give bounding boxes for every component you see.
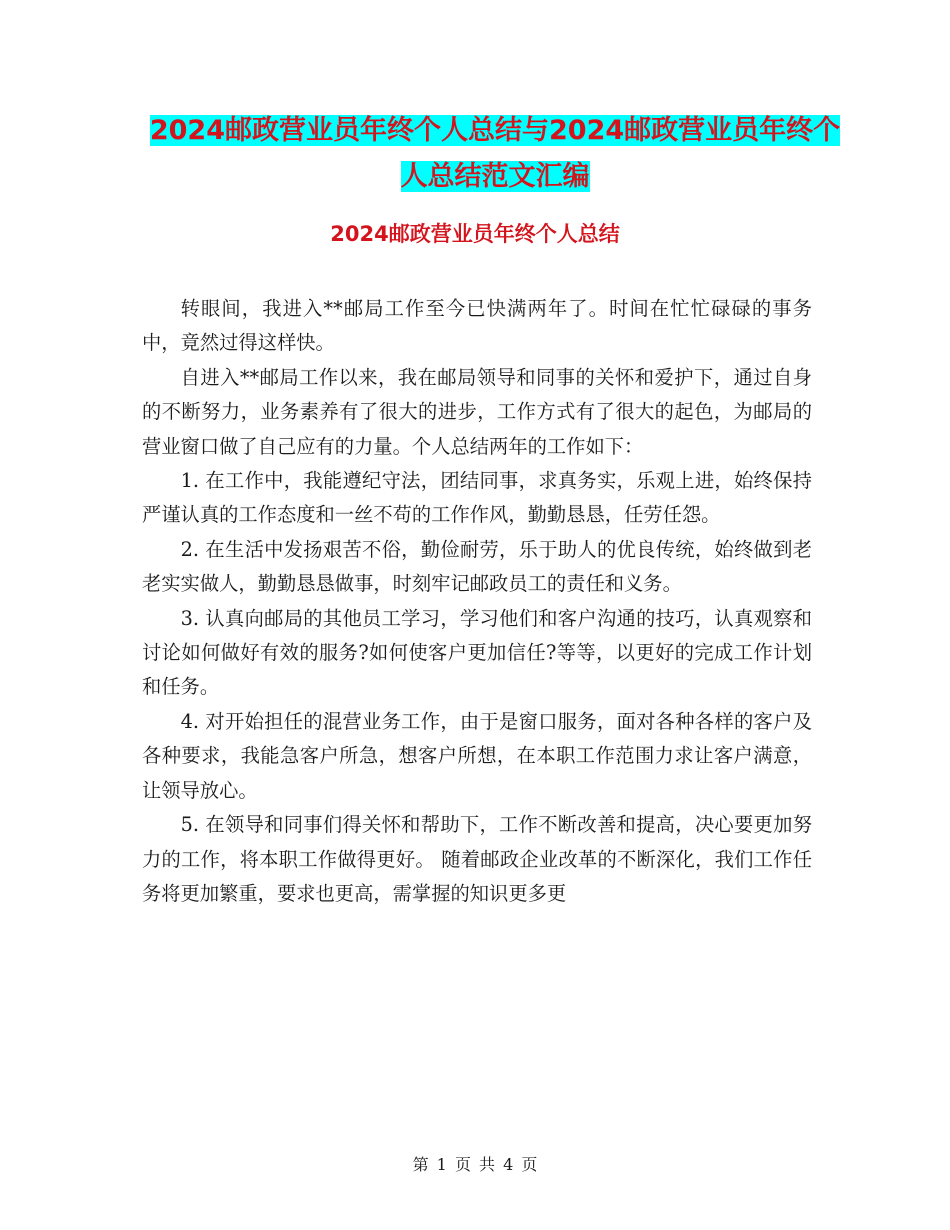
section-title: 2024邮政营业员年终个人总结 — [330, 222, 620, 246]
paragraph: 4. 对开始担任的混营业务工作，由于是窗口服务，面对各种各样的客户及各种要求，我能急客户所急，想客户所想，在本职工作范围力求让客户满意，让领导放心。 — [142, 709, 812, 802]
document-title — [140, 108, 850, 200]
document-title-text: 2024邮政营业员年终个人总结与2024邮政营业员年终个人总结范文汇编 — [149, 115, 841, 192]
document-body — [142, 292, 812, 911]
paragraph: 1. 在工作中，我能遵纪守法，团结同事，求真务实，乐观上进，始终保持严谨认真的工作态度和一丝不苟的工作作风，勤勤恳恳，任劳任怨。 — [142, 469, 812, 527]
paragraph: 自进入**邮局工作以来，我在邮局领导和同事的关怀和爱护下，通过自身的不断努力，业务素养有了很大的进步，工作方式有了很大的起色，为邮局的营业窗口做了自己应有的力量。个人总结两年的工作如下： — [142, 365, 812, 458]
paragraph: 转眼间，我进入**邮局工作至今已快满两年了。时间在忙忙碌碌的事务中，竟然过得这样快。 — [142, 297, 812, 355]
paragraph: 3. 认真向邮局的其他员工学习，学习他们和客户沟通的技巧，认真观察和讨论如何做好有效的服务?如何使客户更加信任?等等，以更好的完成工作计划和任务。 — [142, 606, 812, 699]
page-footer: 第 1 页 共 4 页 — [412, 1155, 538, 1174]
paragraph: 2. 在生活中发扬艰苦不俗，勤俭耐劳，乐于助人的优良传统，始终做到老老实实做人，勤勤恳恳做事，时刻牢记邮政员工的责任和义务。 — [142, 537, 812, 596]
paragraph: 5. 在领导和同事们得关怀和帮助下，工作不断改善和提高，决心要更加努力的工作，将本职工作做得更好。 随着邮政企业改革的不断深化，我们工作任务将更加繁重，要求也更高，需掌握的知识更多更 — [142, 813, 812, 905]
